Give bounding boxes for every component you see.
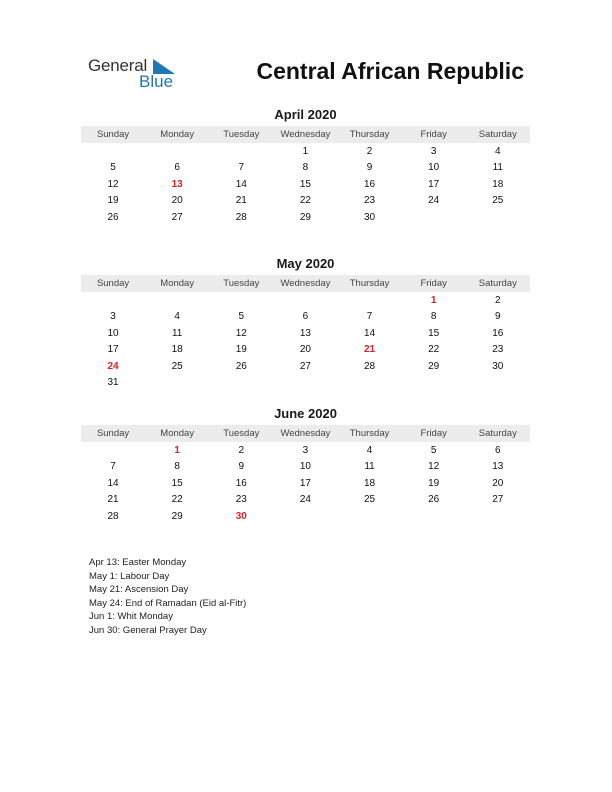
day-cell: 28 <box>107 510 119 522</box>
day-cell: 2 <box>366 145 373 157</box>
weekday-label: Tuesday <box>223 428 260 439</box>
day-cell: 27 <box>492 494 504 506</box>
weekday-label: Tuesday <box>223 129 260 140</box>
day-cell: 17 <box>299 477 311 489</box>
month-title: April 2020 <box>274 107 337 122</box>
day-cell: 26 <box>428 494 440 506</box>
day-cell: 11 <box>171 327 183 339</box>
weekday-label: Tuesday <box>223 278 260 289</box>
weekday-label: Monday <box>160 129 195 140</box>
day-cell: 30 <box>492 360 504 372</box>
day-cell: 11 <box>492 162 503 174</box>
month-title: May 2020 <box>276 256 335 271</box>
day-cell: 23 <box>492 344 504 356</box>
day-cell: 8 <box>174 461 180 473</box>
month-may <box>81 256 530 391</box>
day-cell: 15 <box>299 178 311 190</box>
holiday-entry: Apr 13: Easter Monday <box>89 557 187 568</box>
week-row <box>81 358 530 375</box>
generalblue-logo <box>88 56 188 92</box>
week-row <box>81 459 530 476</box>
holiday-entry: Jun 1: Whit Monday <box>89 611 173 623</box>
weekday-header-row <box>81 275 530 292</box>
weekday-header-row <box>81 425 530 442</box>
day-cell: 2 <box>495 294 501 306</box>
day-cell: 19 <box>428 477 440 489</box>
holiday-entry: May 24: End of Ramadan (Eid al-Fitr) <box>89 597 247 609</box>
day-cell: 25 <box>171 360 183 372</box>
day-cell: 31 <box>107 377 119 389</box>
day-cell: 4 <box>495 145 501 157</box>
logo-text-general: General <box>88 56 148 75</box>
day-cell: 6 <box>495 444 501 456</box>
weekday-label: Thursday <box>349 428 390 439</box>
day-cell: 3 <box>302 444 309 456</box>
logo-text-blue: Blue <box>139 72 174 91</box>
day-cell: 9 <box>238 461 245 473</box>
day-cell: 17 <box>428 178 440 190</box>
holiday-entry: Jun 30: General Prayer Day <box>89 624 207 636</box>
day-cell: 12 <box>107 178 119 190</box>
day-cell: 15 <box>428 327 440 339</box>
day-cell: 26 <box>107 211 119 223</box>
week-row <box>81 508 530 525</box>
day-cell: 3 <box>110 311 116 323</box>
day-cell: 30 <box>364 211 376 223</box>
day-cell: 10 <box>299 461 311 473</box>
week-row <box>81 475 530 492</box>
holiday-list <box>89 556 246 638</box>
weekday-label: Wednesday <box>280 428 331 439</box>
day-cell: 10 <box>107 327 119 339</box>
day-cell: 3 <box>430 145 437 157</box>
day-cell: 21 <box>107 494 119 506</box>
holiday-day-cell: 1 <box>430 294 437 306</box>
day-cell: 7 <box>366 311 373 323</box>
day-cell: 24 <box>299 494 311 506</box>
day-cell: 4 <box>366 444 373 456</box>
month-june <box>81 406 530 525</box>
week-row <box>81 309 530 326</box>
weekday-label: Thursday <box>349 278 390 289</box>
day-cell: 28 <box>364 360 376 372</box>
day-cell: 1 <box>302 145 309 157</box>
weekday-label: Wednesday <box>280 129 331 140</box>
day-cell: 26 <box>235 360 247 372</box>
day-cell: 13 <box>492 461 504 473</box>
day-cell: 21 <box>235 195 247 207</box>
weekday-label: Wednesday <box>280 278 331 289</box>
day-cell: 19 <box>235 344 247 356</box>
week-row <box>81 176 530 193</box>
day-cell: 8 <box>430 311 437 323</box>
weekday-label: Saturday <box>478 278 517 289</box>
day-cell: 22 <box>299 195 311 207</box>
day-cell: 23 <box>235 494 247 506</box>
day-cell: 25 <box>492 195 504 207</box>
holiday-entry: May 21: Ascension Day <box>89 584 189 596</box>
day-cell: 7 <box>238 162 245 174</box>
day-cell: 27 <box>171 211 183 223</box>
holiday-day-cell: 24 <box>107 360 119 372</box>
week-row <box>81 143 530 160</box>
day-cell: 20 <box>171 195 183 207</box>
day-cell: 29 <box>428 360 440 372</box>
day-cell: 28 <box>235 211 247 223</box>
day-cell: 18 <box>492 178 504 190</box>
weekday-header-row <box>81 126 530 143</box>
day-cell: 4 <box>174 311 180 323</box>
day-cell: 9 <box>366 162 373 174</box>
week-row <box>81 375 530 392</box>
day-cell: 16 <box>235 477 247 489</box>
week-row <box>81 492 530 509</box>
day-cell: 6 <box>302 311 309 323</box>
week-row <box>81 209 530 226</box>
day-cell: 15 <box>171 477 183 489</box>
day-cell: 20 <box>492 477 504 489</box>
day-cell: 17 <box>107 344 119 356</box>
day-cell: 16 <box>364 178 376 190</box>
day-cell: 27 <box>299 360 311 372</box>
country-title: Central African Republic <box>256 58 524 84</box>
day-cell: 11 <box>364 461 375 473</box>
weekday-label: Monday <box>160 428 195 439</box>
holiday-day-cell: 21 <box>364 344 376 356</box>
day-cell: 19 <box>107 195 119 207</box>
month-title: June 2020 <box>274 406 337 421</box>
week-row <box>81 325 530 342</box>
day-cell: 5 <box>110 162 116 174</box>
day-cell: 5 <box>430 444 437 456</box>
day-cell: 22 <box>171 494 183 506</box>
day-cell: 24 <box>428 195 440 207</box>
day-cell: 25 <box>364 494 376 506</box>
weekday-label: Sunday <box>96 428 130 439</box>
day-cell: 12 <box>428 461 440 473</box>
day-cell: 7 <box>110 461 116 473</box>
day-cell: 6 <box>174 162 180 174</box>
week-row <box>81 193 530 210</box>
weekday-label: Thursday <box>349 129 390 140</box>
week-row <box>81 292 530 309</box>
weekday-label: Saturday <box>478 428 517 439</box>
day-cell: 22 <box>428 344 440 356</box>
day-cell: 8 <box>302 162 309 174</box>
day-cell: 13 <box>299 327 311 339</box>
weekday-label: Monday <box>160 278 195 289</box>
month-april <box>81 107 530 226</box>
weekday-label: Friday <box>420 428 447 439</box>
day-cell: 29 <box>171 510 183 522</box>
weekday-label: Sunday <box>96 278 130 289</box>
day-cell: 18 <box>171 344 183 356</box>
holiday-day-cell: 13 <box>171 178 183 190</box>
day-cell: 20 <box>299 344 311 356</box>
day-cell: 14 <box>235 178 247 190</box>
holiday-entry: May 1: Labour Day <box>89 570 170 582</box>
weekday-label: Friday <box>420 278 447 289</box>
holiday-day-cell: 1 <box>174 444 180 456</box>
day-cell: 18 <box>364 477 376 489</box>
week-row <box>81 342 530 359</box>
day-cell: 14 <box>364 327 376 339</box>
day-cell: 2 <box>238 444 245 456</box>
day-cell: 9 <box>495 311 501 323</box>
weekday-label: Saturday <box>478 129 517 140</box>
day-cell: 5 <box>238 311 245 323</box>
holiday-day-cell: 30 <box>235 510 247 522</box>
day-cell: 23 <box>364 195 376 207</box>
day-cell: 12 <box>235 327 247 339</box>
weekday-label: Friday <box>420 129 447 140</box>
day-cell: 16 <box>492 327 504 339</box>
day-cell: 29 <box>299 211 311 223</box>
week-row <box>81 160 530 177</box>
day-cell: 10 <box>428 162 440 174</box>
day-cell: 14 <box>107 477 119 489</box>
weekday-label: Sunday <box>96 129 130 140</box>
week-row <box>81 442 530 459</box>
